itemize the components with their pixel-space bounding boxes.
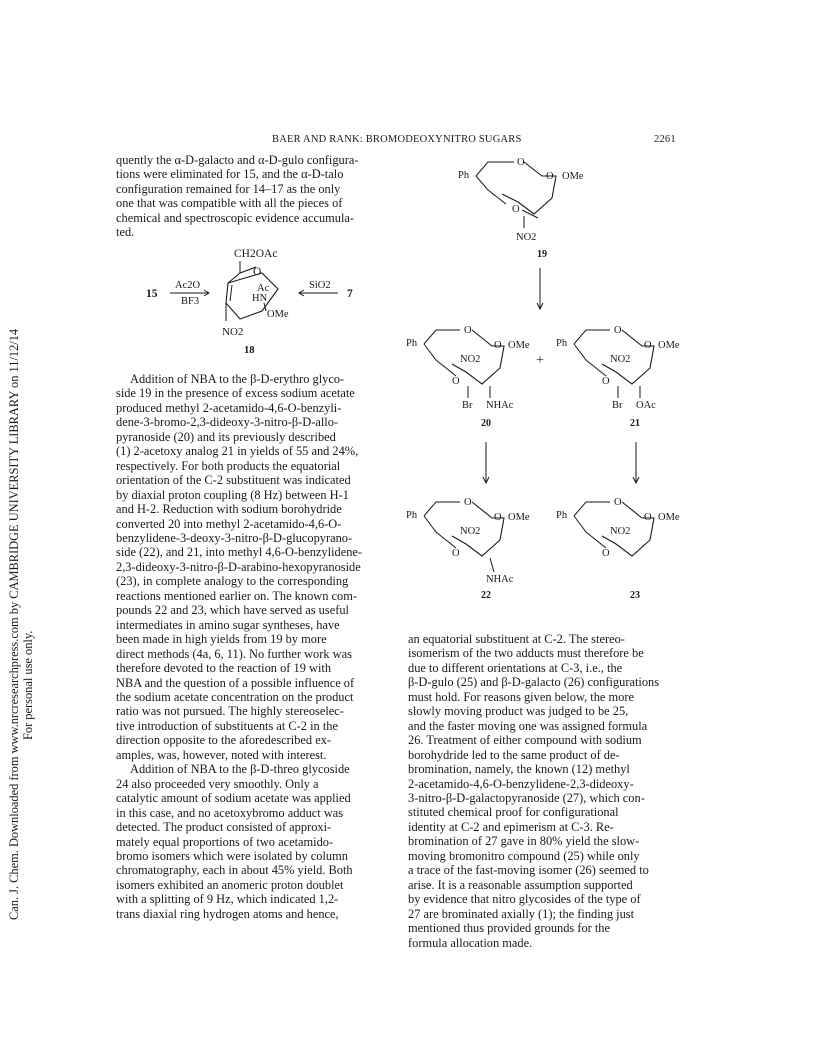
- text-line: side 19 in the presence of excess sodium acetate: [116, 386, 355, 401]
- ph-label: Ph: [406, 338, 418, 349]
- no2-label: NO2: [222, 326, 244, 338]
- ph-label: Ph: [458, 170, 470, 181]
- br-label: Br: [612, 400, 623, 411]
- text-line: pyranoside (20) and its previously described: [116, 429, 336, 444]
- ome-label: OMe: [658, 340, 680, 351]
- text-line: bromination of 27 gave in 80% yield the slow-: [408, 834, 640, 849]
- reaction-scheme-svg: [400, 150, 690, 600]
- text-line: pounds 22 and 23, which have served as useful: [116, 603, 349, 618]
- no2-label: NO2: [610, 526, 631, 537]
- side-note-line2: For personal use only.: [21, 630, 35, 740]
- text-line: direct methods (4a, 6, 11). No further work was: [116, 646, 352, 661]
- text-line: configuration remained for 14–17 as the only: [116, 181, 341, 196]
- text-line: β-D-gulo (25) and β-D-galacto (26) configurations: [408, 675, 660, 690]
- nhac-label: NHAc: [486, 574, 514, 585]
- text-line: ratio was not pursued. The highly stereoselec-: [116, 704, 344, 719]
- br-label: Br: [462, 400, 473, 411]
- text-line: direction opposite to the aforedescribed ex-: [116, 733, 332, 748]
- page-number: 2261: [654, 134, 676, 145]
- no2-label: NO2: [516, 232, 537, 243]
- text-line: mentioned thus provided grounds for the: [408, 921, 611, 936]
- text-line: intermediates in amino sugar syntheses, have: [116, 617, 340, 632]
- text-line: benzylidene-3-deoxy-3-nitro-β-D-glucopyrano-: [116, 530, 353, 545]
- text-line: (23), in complete analogy to the corresponding: [116, 574, 349, 589]
- right-column-main: [408, 632, 682, 950]
- o-label: O: [464, 497, 472, 508]
- text-line: catalytic amount of sodium acetate was applied: [116, 791, 351, 806]
- text-line: isomers exhibited an anomeric proton doublet: [116, 877, 344, 892]
- text-line: borohydride led to the same product of de-: [408, 747, 620, 762]
- ring-oxygen-label: O: [253, 266, 262, 278]
- text-line: 2-acetamido-4,6-O-benzylidene-2,3-dideoxy-: [408, 776, 634, 791]
- text-line: amples, was, however, noted with interest.: [116, 747, 327, 762]
- o-label: O: [644, 512, 652, 523]
- compound-20-label: 20: [481, 418, 491, 429]
- compound-19-label: 19: [537, 249, 547, 260]
- structure-20: [406, 325, 530, 429]
- side-note-svg: [4, 140, 36, 920]
- ph-label: Ph: [406, 510, 418, 521]
- no2-label: NO2: [610, 354, 631, 365]
- o-label: O: [494, 340, 502, 351]
- text-line: by diaxial proton coupling (8 Hz) between H-1: [116, 487, 349, 502]
- text-line: therefore devoted to the reaction of 19 with: [116, 661, 332, 676]
- text-line: a trace of the fast-moving isomer (26) seemed to: [408, 863, 649, 878]
- text-line: Addition of NBA to the β-D-erythro glyco-: [130, 372, 345, 386]
- reagent-sio2: SiO2: [309, 280, 331, 291]
- o-label: O: [464, 325, 472, 336]
- text-line: converted 20 into methyl 2-acetamido-4,6-O-: [116, 516, 342, 531]
- compound-7-label: 7: [347, 288, 353, 300]
- text-line: Addition of NBA to the β-D-threo glycoside: [130, 762, 350, 777]
- text-line: reactions mentioned earlier on. The known com-: [116, 588, 357, 603]
- o-label: O: [452, 376, 460, 387]
- o-label: O: [644, 340, 652, 351]
- o-label: O: [614, 325, 622, 336]
- compound-18-label: 18: [244, 345, 255, 356]
- text-line: bromo isomers which were isolated by column: [116, 848, 348, 863]
- text-line: due to different orientations at C-3, i.e., the: [408, 660, 623, 675]
- text-line: stituted chemical proof for configurational: [408, 805, 619, 820]
- text-line: bromination, namely, the known (12) methyl: [408, 762, 630, 777]
- text-line: moving bromonitro compound (25) while only: [408, 848, 640, 863]
- text-line: trans diaxial ring hydrogen atoms and hence,: [116, 906, 339, 921]
- o-label: O: [494, 512, 502, 523]
- ome-label: OMe: [508, 512, 530, 523]
- text-line: an equatorial substituent at C-2. The stereo-: [408, 632, 625, 646]
- text-line: dene-3-bromo-2,3-dideoxy-3-nitro-β-D-allo-: [116, 415, 339, 430]
- structure-19: [458, 157, 584, 260]
- compound-22-label: 22: [481, 590, 491, 600]
- structure-21: [556, 325, 680, 429]
- structure-23: [556, 497, 680, 600]
- ome-label: OMe: [562, 171, 584, 182]
- text-line: detected. The product consisted of approxi-: [116, 820, 332, 835]
- text-line: 27 are brominated axially (1); the finding just: [408, 906, 635, 921]
- text-line: produced methyl 2-acetamido-4,6-O-benzyli-: [116, 400, 342, 415]
- ome-label: OMe: [267, 309, 289, 320]
- plus-sign: +: [536, 353, 544, 368]
- side-download-note: [4, 140, 36, 920]
- reagent-ac2o: Ac2O: [175, 280, 201, 291]
- o-label: O: [602, 376, 610, 387]
- text-line: and H-2. Reduction with sodium borohydride: [116, 502, 342, 517]
- text-line: 3-nitro-β-D-galactopyranoside (27), which con-: [408, 790, 645, 805]
- text-line: in this case, and no acetoxybromo adduct was: [116, 805, 344, 820]
- text-line: by evidence that nitro glycosides of the type of: [408, 892, 641, 907]
- text-line: isomerism of the two adducts must therefore be: [408, 646, 644, 661]
- text-line: must hold. For reasons given below, the more: [408, 689, 634, 704]
- reagent-bf3: BF3: [181, 296, 200, 307]
- ch2oac-label: CH2OAc: [234, 248, 278, 260]
- text-line: arise. It is a reasonable assumption supported: [408, 877, 633, 892]
- text-line: identity at C-2 and epimerism at C-3. Re-: [408, 819, 614, 834]
- text-line: one that was compatible with all the pieces of: [116, 196, 343, 211]
- oac-label: OAc: [636, 400, 656, 411]
- text-line: tions were eliminated for 15, and the α-D-talo: [116, 167, 344, 182]
- left-column-main: [116, 372, 391, 921]
- text-line: been made in high yields from 19 by more: [116, 632, 327, 647]
- reaction-scheme-19-23: [400, 150, 690, 605]
- o-label: O: [512, 204, 520, 215]
- text-line: quently the α-D-galacto and α-D-gulo configura-: [116, 153, 359, 167]
- text-line: the sodium acetate concentration on the product: [116, 689, 354, 704]
- side-note-line1: Can. J. Chem. Downloaded from www.nrcresearchpress.com by CAMBRIDGE UNIVERSITY LIBRARY on 11/12/14: [7, 328, 21, 920]
- o-label: O: [614, 497, 622, 508]
- text-line: chemical and spectroscopic evidence accumula-: [116, 210, 355, 225]
- text-line: tive introduction of substituents at C-2 in the: [116, 718, 338, 733]
- left-column-intro: [116, 153, 391, 240]
- o-label: O: [517, 157, 525, 168]
- text-line: side (22), and 21, into methyl 4,6-O-benzylidene-: [116, 545, 363, 560]
- o-label: O: [602, 548, 610, 559]
- no2-label: NO2: [460, 526, 481, 537]
- nhac-label: NHAc: [486, 400, 514, 411]
- text-line: orientation of the C-2 substituent was indicated: [116, 473, 351, 488]
- compound-21-label: 21: [630, 418, 640, 429]
- text-line: 24 also proceeded very smoothly. Only a: [116, 776, 319, 791]
- ph-label: Ph: [556, 510, 568, 521]
- text-line: 26. Treatment of either compound with sodium: [408, 733, 642, 748]
- ome-label: OMe: [658, 512, 680, 523]
- text-line: mately equal proportions of two acetamido-: [116, 834, 334, 849]
- compound-23-label: 23: [630, 590, 640, 600]
- text-line: ted.: [116, 225, 135, 240]
- scheme-18-svg: [140, 245, 370, 360]
- text-line: and the faster moving one was assigned formula: [408, 718, 648, 733]
- text-line: 2,3-dideoxy-3-nitro-β-D-arabino-hexopyranoside: [116, 559, 361, 574]
- o-label: O: [452, 548, 460, 559]
- text-line: formula allocation made.: [408, 935, 533, 950]
- running-title: BAER AND RANK: BROMODEOXYNITRO SUGARS: [272, 134, 522, 145]
- text-line: respectively. For both products the equatorial: [116, 458, 341, 473]
- compound-15-label: 15: [146, 288, 158, 300]
- scheme-compound-18: [140, 245, 370, 365]
- text-line: (1) 2-acetoxy analog 21 in yields of 55 and 24%,: [116, 444, 359, 459]
- text-line: slowly moving product was judged to be 25,: [408, 704, 629, 719]
- ac-label: Ac: [257, 283, 270, 294]
- hn-label: HN: [252, 293, 268, 304]
- structure-22: [406, 497, 530, 600]
- ome-label: OMe: [508, 340, 530, 351]
- page-header: [0, 134, 816, 148]
- no2-label: NO2: [460, 354, 481, 365]
- o-label: O: [546, 171, 554, 182]
- text-line: with a splitting of 9 Hz, which indicated 1,2-: [116, 892, 339, 907]
- ph-label: Ph: [556, 338, 568, 349]
- text-line: chromatography, each in about 45% yield. Both: [116, 863, 353, 878]
- text-line: NBA and the question of a possible influence of: [116, 675, 355, 690]
